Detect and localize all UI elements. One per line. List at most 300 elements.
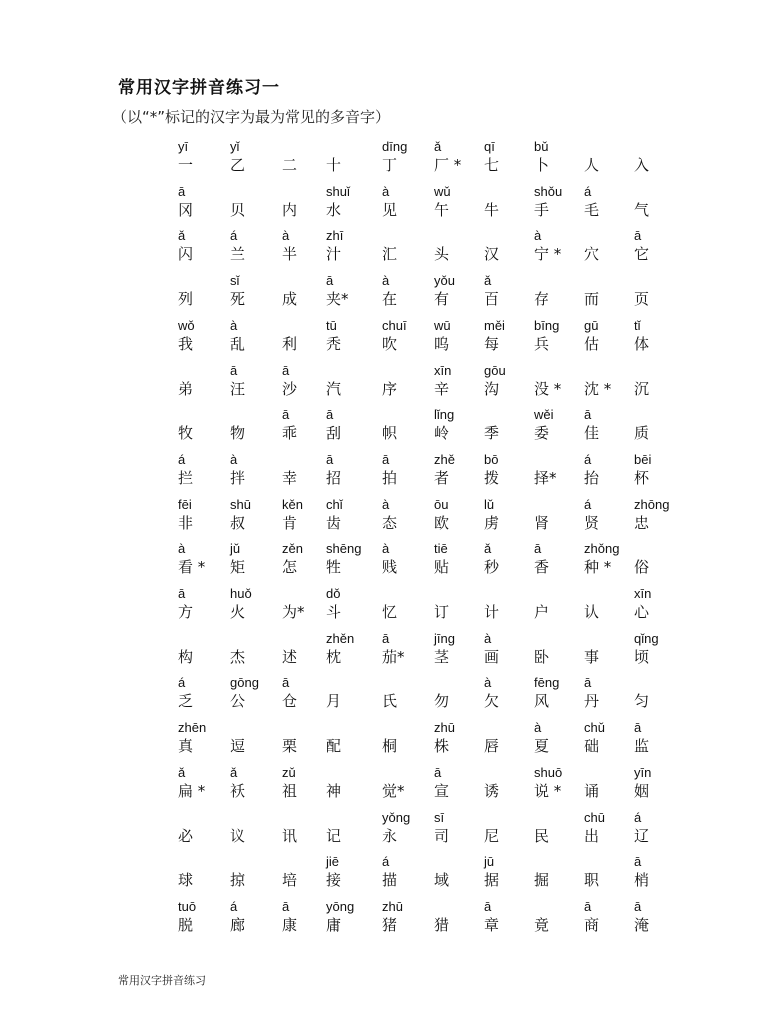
hanzi-character: 扁 * [178,781,206,800]
pinyin-text: ā [484,898,492,914]
pinyin-text: ā [326,407,334,423]
hanzi-character: 培 [282,871,298,890]
hanzi-character: 唇 [484,737,500,756]
pinyin-text: à [230,451,238,467]
hanzi-character: 汉 [484,245,500,264]
hanzi-character: 商 [584,915,600,934]
pinyin-text: á [382,854,390,870]
hanzi-character: 公 [230,692,246,711]
hanzi-character: 匀 [634,692,650,711]
hanzi-character: 叔 [230,513,246,532]
hanzi-character: 矩 [230,558,246,577]
hanzi-character: 神 [326,781,342,800]
pinyin-text: ā [584,898,592,914]
character-cell [230,273,290,315]
pinyin-text: à [484,630,492,646]
hanzi-character: 计 [484,603,500,621]
pinyin-text: ā [534,541,542,557]
hanzi-character: 议 [230,826,246,845]
hanzi-character: 一 [178,156,194,174]
hanzi-character: 真 [178,737,194,756]
pinyin-text: ā [634,720,642,736]
pinyin-text: wū [434,317,451,333]
character-cell [382,899,442,941]
hanzi-character: 牧 [178,424,194,443]
pinyin-text: qǐng [634,630,659,646]
hanzi-character: 每 [484,334,500,353]
hanzi-character: 季 [484,424,500,443]
hanzi-character: 庸 [326,915,342,934]
hanzi-character: 兰 [230,245,246,264]
hanzi-character: 非 [178,513,194,532]
hanzi-character: 乱 [230,334,246,353]
hanzi-character: 拌 [230,468,246,487]
character-cell [382,541,442,583]
pinyin-text: yī [178,139,189,154]
hanzi-character: 它 [634,245,650,264]
character-cell [634,765,694,807]
hanzi-character: 淹 [634,915,650,934]
pinyin-text: xīn [434,362,452,378]
character-cell [178,899,238,941]
hanzi-character: 忠 [634,513,650,532]
page-subtitle: （以“*”标记的汉字为最为常见的多音字） [112,108,391,126]
hanzi-character: 汽 [326,379,342,398]
hanzi-character: 卜 [534,156,550,174]
pinyin-text: à [534,720,542,736]
hanzi-character: 逗 [230,737,246,756]
character-cell [178,720,238,762]
hanzi-character: 仓 [282,692,298,711]
hanzi-character: 我 [178,334,194,353]
pinyin-text: à [282,228,290,244]
pinyin-text: ǎ [178,228,186,244]
character-cell [634,228,694,270]
character-cell [634,273,694,315]
character-cell [382,184,442,226]
character-cell [178,363,238,405]
character-cell [634,899,694,941]
hanzi-character: 掘 [534,871,550,890]
hanzi-character: 配 [326,737,342,756]
hanzi-character: 据 [484,871,500,890]
hanzi-character: 列 [178,290,194,309]
hanzi-character: 乖 [282,424,298,443]
pinyin-text: á [634,809,642,825]
character-cell [382,273,442,315]
pinyin-text: à [382,183,390,199]
character-cell [178,675,238,717]
hanzi-character: 汇 [382,245,398,264]
hanzi-character: 章 [484,915,500,934]
hanzi-character: 祖 [282,781,298,800]
hanzi-character: 茎 [434,647,450,666]
hanzi-character: 拦 [178,468,194,487]
pinyin-text: tǐ [634,317,641,333]
hanzi-character: 齿 [326,513,342,532]
hanzi-character: 丁 [382,156,398,174]
hanzi-character: 画 [484,647,500,666]
hanzi-character: 气 [634,200,650,219]
pinyin-text: ā [282,675,290,691]
pinyin-text: shēng [326,541,362,557]
hanzi-character: 闪 [178,245,194,264]
pinyin-text: zhǒng [584,541,620,557]
hanzi-character: 夏 [534,737,550,756]
hanzi-character: 有 [434,290,450,309]
hanzi-character: 帜 [382,424,398,443]
pinyin-text: fēi [178,496,192,512]
pinyin-text: bō [484,451,499,467]
pinyin-text: ǎ [484,273,492,289]
character-cell [230,675,290,717]
pinyin-text: ā [178,586,186,601]
hanzi-character: 欠 [484,692,500,711]
pinyin-text: zhēn [178,720,207,736]
hanzi-character: 枕 [326,647,342,666]
pinyin-text: ā [434,764,442,780]
hanzi-character: 种 * [584,558,612,577]
hanzi-character: 成 [282,290,298,309]
hanzi-character: 杰 [230,647,246,666]
hanzi-character: 域 [434,871,450,890]
hanzi-character: 贝 [230,200,246,219]
character-cell [326,586,386,628]
hanzi-character: 诵 [584,781,600,800]
character-cell [230,899,290,941]
hanzi-character: 诱 [484,781,500,800]
pinyin-text: bēi [634,451,652,467]
pinyin-text: sǐ [230,273,240,289]
character-cell [382,809,445,852]
hanzi-character: 见 [382,200,398,219]
character-cell [178,586,238,628]
pinyin-text: ā [282,898,290,914]
character-cell [230,765,290,807]
hanzi-character: 顷 [634,647,650,666]
hanzi-character: 肾 [534,513,550,532]
character-cell [230,586,290,628]
character-cell [326,452,386,494]
hanzi-character: 序 [382,379,398,398]
character-cell [178,497,238,539]
hanzi-character: 辛 [434,379,450,398]
hanzi-character: 斗 [326,603,342,621]
hanzi-character: 必 [178,826,194,845]
hanzi-character: 香 [534,558,550,577]
hanzi-character: 方 [178,603,194,621]
character-cell [382,675,442,717]
pinyin-text: á [230,228,238,244]
hanzi-character: 看 * [178,558,206,577]
pinyin-text: zǔ [282,764,296,780]
pinyin-text: à [382,541,390,557]
character-cell [178,631,238,673]
hanzi-character: 株 [434,737,450,756]
pinyin-text: zhě [434,451,455,467]
pinyin-text: ā [326,273,334,289]
character-cell [634,854,694,896]
hanzi-character: 内 [282,200,298,219]
hanzi-character: 抬 [584,468,600,487]
hanzi-character: 贤 [584,513,600,532]
hanzi-character: 说 * [534,781,562,800]
pinyin-text: á [584,496,592,512]
pinyin-text: chǐ [326,496,343,512]
hanzi-character: 户 [534,603,550,621]
character-cell [326,228,386,270]
hanzi-character: 司 [434,826,450,845]
hanzi-character: 死 [230,290,246,309]
character-cell [634,363,694,405]
pinyin-text: jiē [326,854,340,870]
character-cell [326,407,386,449]
pinyin-text: ā [634,898,642,914]
hanzi-character: 秃 [326,334,342,353]
hanzi-character: 岭 [434,424,450,443]
character-cell [326,631,386,673]
hanzi-character: 猎 [434,915,450,934]
character-cell [178,765,238,807]
pinyin-text: à [382,273,390,289]
pinyin-text: kěn [282,496,303,512]
character-cell [326,854,386,896]
character-cell [230,631,290,673]
hanzi-character: 宁 * [534,245,562,264]
character-cell [326,899,386,941]
character-cell [382,452,442,494]
hanzi-character: 监 [634,737,650,756]
hanzi-character: 氏 [382,692,398,711]
hanzi-character: 在 [382,290,398,309]
hanzi-character: 夹* [326,290,349,309]
pinyin-text: tuō [178,898,197,914]
page-title: 常用汉字拼音练习一 [118,78,280,98]
hanzi-character: 描 [382,871,398,890]
pinyin-text: ā [634,228,642,244]
pinyin-text: jū [484,854,495,870]
pinyin-text: gōng [230,675,259,691]
pinyin-text: chū [584,809,605,825]
character-cell [382,318,442,360]
hanzi-character: 手 [534,200,550,219]
hanzi-character: 十 [326,156,342,174]
page-footer: 常用汉字拼音练习 [118,974,206,987]
character-cell [230,810,290,852]
hanzi-character: 存 [534,290,550,309]
pinyin-text: á [178,451,186,467]
character-cell [178,228,238,270]
hanzi-character: 怎 [282,558,298,577]
hanzi-character: 球 [178,871,194,890]
hanzi-character: 永 [382,826,398,845]
pinyin-text: shǒu [534,183,563,199]
hanzi-character: 乙 [230,156,246,174]
hanzi-character: 宣 [434,781,450,800]
hanzi-character: 桐 [382,737,398,756]
character-cell [230,363,290,405]
character-cell [230,228,290,270]
hanzi-character: 冈 [178,200,194,219]
pinyin-text: ǎ [178,764,186,780]
hanzi-character: 订 [434,603,450,621]
character-cell [178,273,238,315]
character-cell [634,497,694,539]
hanzi-character: 态 [382,513,398,532]
character-cell [326,541,386,583]
hanzi-character: 物 [230,424,246,443]
pinyin-text: gū [584,317,599,333]
pinyin-text: ā [178,183,186,199]
pinyin-text: á [584,451,592,467]
hanzi-character: 栗 [282,737,298,756]
hanzi-character: 月 [326,692,342,711]
character-cell [634,139,694,181]
character-cell [382,363,442,405]
character-cell [178,407,238,449]
hanzi-character: 脱 [178,915,194,934]
character-cell [230,139,290,181]
hanzi-character: 汪 [230,379,246,398]
hanzi-character: 职 [584,871,600,890]
hanzi-character: 肯 [282,513,298,532]
hanzi-character: 穴 [584,245,600,264]
pinyin-text: zěn [282,541,303,557]
hanzi-character: 刮 [326,424,342,443]
character-cell [634,720,694,762]
character-cell [326,184,386,226]
hanzi-character: 风 [534,692,550,711]
character-cell [382,631,442,673]
pinyin-text: à [382,496,390,512]
hanzi-character: 为* [282,603,305,621]
pinyin-text: zhī [326,228,344,244]
pinyin-text: zhū [434,720,455,736]
hanzi-character: 础 [584,737,600,756]
character-cell [634,631,694,673]
pinyin-text: wěi [534,407,554,423]
pinyin-text: dīng [382,139,408,154]
pinyin-text: chuī [382,317,407,333]
character-cell [326,810,386,852]
hanzi-character: 火 [230,603,246,621]
hanzi-character: 二 [282,156,298,174]
pinyin-text: à [484,675,492,691]
character-cell [230,318,290,360]
pinyin-text: shuǐ [326,183,350,199]
character-cell [230,720,290,762]
hanzi-character: 讯 [282,826,298,845]
pinyin-text: ā [382,630,390,646]
hanzi-character: 康 [282,915,298,934]
character-cell [634,586,694,628]
hanzi-character: 认 [584,603,600,621]
hanzi-character: 沟 [484,379,500,398]
hanzi-character: 质 [634,424,650,443]
hanzi-character: 七 [484,156,500,174]
hanzi-character: 茄* [382,647,405,666]
hanzi-character: 接 [326,871,342,890]
hanzi-character: 厂 * [434,156,462,174]
character-cell [634,318,694,360]
pinyin-text: sī [434,809,445,825]
hanzi-character: 梢 [634,871,650,890]
hanzi-character: 拨 [484,468,500,487]
hanzi-character: 牛 [484,200,500,219]
hanzi-character: 体 [634,334,650,353]
hanzi-character: 廊 [230,915,246,934]
pinyin-text: ōu [434,496,449,512]
hanzi-character: 弟 [178,379,194,398]
pinyin-text: zhōng [634,496,670,512]
character-cell [230,541,290,583]
hanzi-character: 沙 [282,379,298,398]
hanzi-character: 贱 [382,558,398,577]
hanzi-character: 出 [584,826,600,845]
character-cell [230,184,290,226]
character-cell [634,184,694,226]
character-cell [382,497,442,539]
pinyin-text: qī [484,139,495,154]
hanzi-character: 勿 [434,692,450,711]
character-cell [178,318,238,360]
character-cell [178,184,238,226]
hanzi-character: 俗 [634,558,650,577]
hanzi-character: 佳 [584,424,600,443]
hanzi-character: 民 [534,826,550,845]
pinyin-text: bǔ [534,139,549,154]
pinyin-text: ǎ [484,541,492,557]
character-cell [230,497,290,539]
pinyin-text: à [230,317,238,333]
pinyin-text: ǎ [230,764,238,780]
character-cell [382,139,442,181]
hanzi-character: 欧 [434,513,450,532]
pinyin-text: jīng [434,630,455,646]
character-cell [326,720,386,762]
hanzi-character: 尼 [484,826,500,845]
pinyin-text: à [534,228,542,244]
hanzi-character: 估 [584,334,600,353]
character-cell [178,452,238,494]
character-cell [178,854,238,896]
hanzi-character: 牲 [326,558,342,577]
pinyin-text: ā [584,675,592,691]
hanzi-character: 委 [534,424,550,443]
hanzi-character: 半 [282,245,298,264]
pinyin-text: lǐng [434,407,455,423]
hanzi-character: 事 [584,647,600,666]
pinyin-text: fēng [534,675,560,691]
hanzi-character: 利 [282,334,298,353]
character-cell [634,675,694,717]
character-cell [230,407,290,449]
hanzi-character: 忆 [382,603,398,621]
hanzi-character: 沈 * [584,379,612,398]
pinyin-text: wǒ [178,317,195,333]
hanzi-character: 兵 [534,334,550,353]
character-cell [230,854,290,896]
pinyin-text: jǔ [230,541,241,557]
hanzi-character: 姻 [634,781,650,800]
character-cell [326,318,386,360]
pinyin-text: měi [484,317,505,333]
hanzi-character: 毛 [584,200,600,219]
character-cell [634,541,694,583]
hanzi-character: 述 [282,647,298,666]
character-cell [634,452,694,494]
hanzi-character: 百 [484,290,500,309]
